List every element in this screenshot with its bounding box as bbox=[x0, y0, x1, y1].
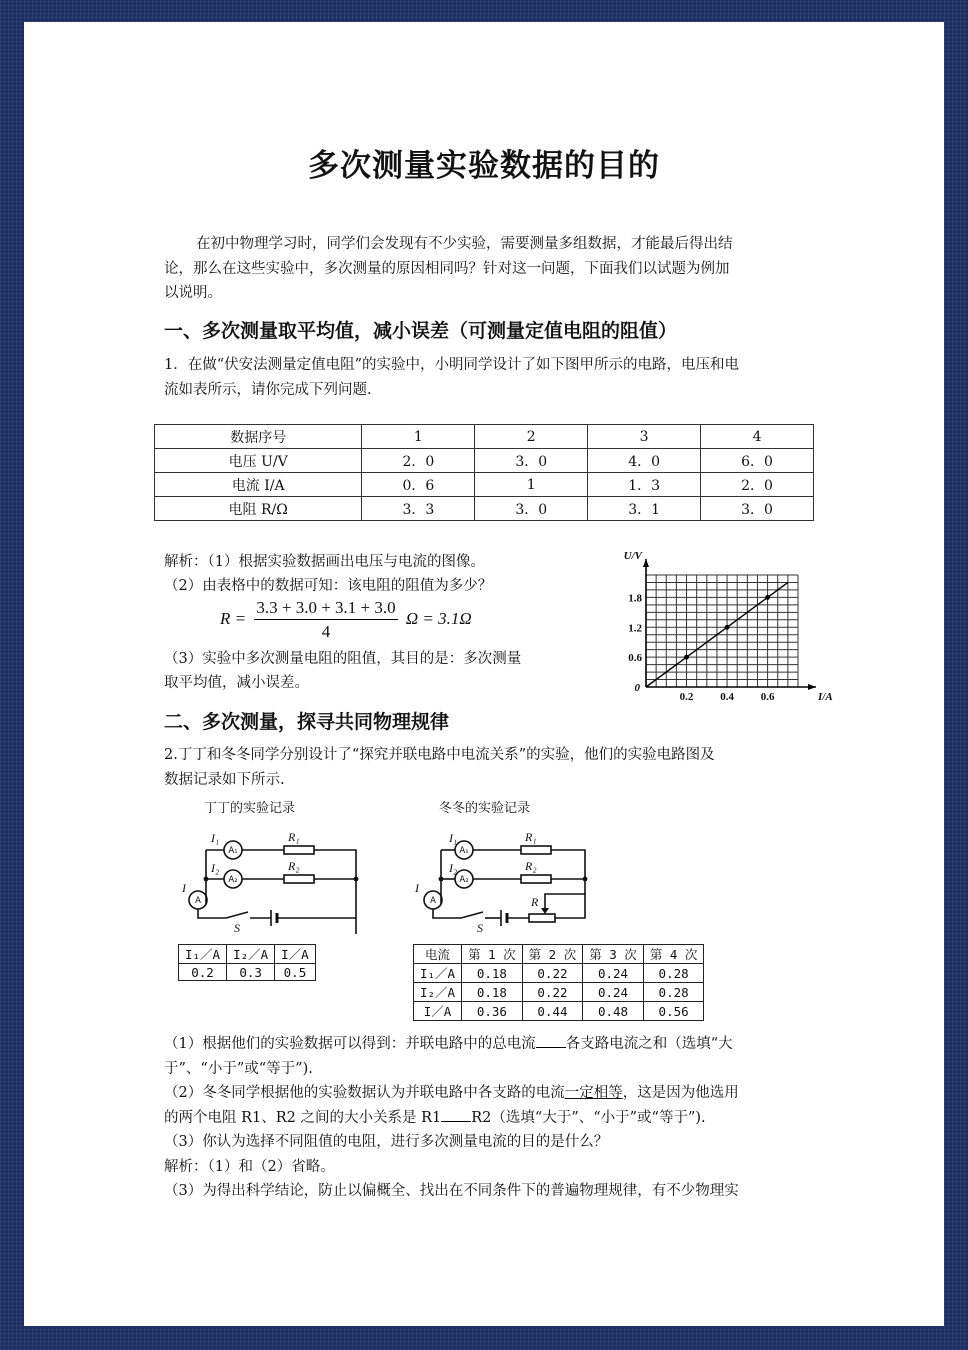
current-label-i1: I₁ bbox=[211, 831, 220, 845]
table-row bbox=[155, 497, 814, 521]
circuit-wire bbox=[314, 850, 356, 934]
table-cell: I₂／A bbox=[227, 945, 275, 964]
x-tick-label: 0.2 bbox=[679, 691, 694, 703]
ammeter-label-a1: A₁ bbox=[459, 846, 469, 856]
resistor-r1-icon bbox=[521, 846, 551, 854]
answer-line: 解析：（1）和（2）省略。 bbox=[164, 1158, 335, 1175]
table-cell: 0.24 bbox=[583, 983, 644, 1002]
table-cell: 0.28 bbox=[643, 964, 704, 983]
circuit-wire bbox=[571, 879, 585, 894]
answer-line: （3）为得出科学结论，防止以偏概全、找出在不同条件下的普遍物理规律，有不少物理实 bbox=[164, 1183, 739, 1199]
ammeter-label-a2: A₂ bbox=[228, 875, 238, 885]
ammeter-label-a: A bbox=[430, 896, 436, 906]
dongdong-circuit-diagram bbox=[409, 822, 609, 935]
table-cell: 3．0 bbox=[701, 497, 814, 521]
resistance-formula bbox=[220, 598, 472, 642]
table-cell: 第 2 次 bbox=[522, 945, 583, 964]
table-row bbox=[179, 964, 316, 981]
table-row bbox=[414, 1002, 704, 1021]
y-tick-label: 1.2 bbox=[628, 622, 642, 635]
answer-blank[interactable] bbox=[441, 1107, 471, 1122]
table-cell: 数据序号 bbox=[155, 425, 362, 449]
question-2-cont bbox=[164, 1106, 804, 1131]
question-1-cont: 于”、“小于”或“等于”). bbox=[164, 1060, 313, 1077]
question-1 bbox=[164, 1032, 804, 1057]
analysis-line: （2）由表格中的数据可知：该电阻的阻值为多少？ bbox=[164, 578, 493, 594]
circuit-wire bbox=[198, 909, 226, 918]
intro-line: 在初中物理学习时，同学们会发现有不少实验，需要测量多组数据，才能最后得出结 bbox=[196, 236, 733, 252]
conclusion-line: （3）实验中多次测量电阻的阻值，其目的是：多次测量 bbox=[164, 651, 522, 667]
circuit-junction bbox=[354, 877, 359, 882]
text-span: （1）根据他们的实验数据可以得到：并联电路中的总电流 bbox=[164, 1036, 536, 1052]
table-row bbox=[179, 945, 316, 964]
table-row bbox=[414, 983, 704, 1002]
data-point bbox=[684, 655, 689, 660]
rheostat-icon bbox=[529, 914, 555, 922]
circuit-wire bbox=[555, 894, 585, 918]
table-row bbox=[155, 425, 814, 449]
y-tick-label: 1.8 bbox=[628, 592, 642, 605]
current-label-i2: I₂ bbox=[449, 861, 458, 875]
formula-fraction bbox=[254, 598, 397, 642]
rheostat-label-r: R bbox=[531, 895, 539, 909]
resistor-label-r2: R₂ bbox=[525, 859, 537, 873]
section1-question bbox=[164, 353, 804, 402]
table-cell: 0.44 bbox=[522, 1002, 583, 1021]
table-cell: 1．3 bbox=[588, 473, 701, 497]
question-line: 2.丁丁和冬冬同学分别设计了“探究并联电路中电流关系”的实验，他们的实验电路图及 bbox=[164, 747, 715, 763]
intro-paragraph bbox=[164, 232, 804, 306]
resistor-label-r1: R₁ bbox=[288, 830, 300, 844]
table-row bbox=[414, 945, 704, 964]
origin-label: 0 bbox=[634, 682, 640, 694]
text-span: R2（选填“大于”、“小于”或“等于”). bbox=[471, 1109, 706, 1126]
circuit-junction bbox=[439, 877, 444, 882]
text-span: （2）冬冬同学根据他的实验数据认为并联电路中各支路的电流 bbox=[164, 1085, 565, 1101]
underlined-text: 一定相等 bbox=[564, 1085, 623, 1101]
table-cell: 电流 bbox=[414, 945, 462, 964]
table-cell: 1 bbox=[475, 473, 588, 497]
text-span: 的两个电阻 R1、R2 之间的大小关系是 R1 bbox=[164, 1109, 442, 1126]
document-page bbox=[24, 22, 944, 1326]
dingding-record-title: 丁丁的实验记录 bbox=[204, 801, 296, 816]
resistor-label-r2: R₂ bbox=[288, 859, 300, 873]
table-cell: 0.36 bbox=[462, 1002, 523, 1021]
table-cell: 0.48 bbox=[583, 1002, 644, 1021]
formula-lhs: R = bbox=[220, 608, 247, 628]
resistor-label-r1: R₁ bbox=[525, 830, 537, 844]
table-row bbox=[155, 449, 814, 473]
x-tick-label: 0.6 bbox=[760, 691, 775, 703]
answer-blank[interactable] bbox=[536, 1033, 566, 1048]
switch-label-s: S bbox=[234, 921, 240, 935]
current-label-i: I bbox=[415, 881, 419, 895]
data-point bbox=[765, 595, 770, 600]
circuit-junction bbox=[204, 877, 209, 882]
table-cell: 0.5 bbox=[275, 964, 316, 981]
table-cell: 0.22 bbox=[522, 964, 583, 983]
table-cell: I／A bbox=[414, 1002, 462, 1021]
table-cell: 4．0 bbox=[588, 449, 701, 473]
resistor-r1-icon bbox=[284, 846, 314, 854]
ammeter-label-a1: A₁ bbox=[228, 846, 238, 856]
intro-line: 以说明。 bbox=[164, 285, 222, 301]
switch-s-icon bbox=[461, 912, 483, 918]
dingding-circuit-diagram bbox=[176, 822, 366, 935]
y-axis-arrow-icon bbox=[643, 559, 649, 567]
text-span: ，这是因为他选用 bbox=[622, 1085, 739, 1101]
circuit-wire bbox=[551, 850, 585, 879]
formula-denominator: 4 bbox=[321, 622, 331, 641]
question-line: 数据记录如下所示. bbox=[164, 771, 285, 788]
resistance-data-table bbox=[154, 424, 814, 521]
rheostat-arrow-icon bbox=[541, 908, 549, 914]
current-label-i: I bbox=[182, 881, 186, 895]
data-point bbox=[725, 625, 730, 630]
table-cell: 4 bbox=[701, 425, 814, 449]
table-cell: 电阻 R/Ω bbox=[155, 497, 362, 521]
table-cell: 3 bbox=[588, 425, 701, 449]
resistor-r2-icon bbox=[284, 875, 314, 883]
table-cell: 第 3 次 bbox=[583, 945, 644, 964]
table-cell: 电压 U/V bbox=[155, 449, 362, 473]
current-label-i1: I₁ bbox=[449, 831, 458, 845]
table-cell: I₁／A bbox=[179, 945, 227, 964]
rheostat-slider bbox=[545, 894, 571, 912]
table-cell: 0.3 bbox=[227, 964, 275, 981]
current-label-i2: I₂ bbox=[211, 861, 220, 875]
dongdong-record-title: 冬冬的实验记录 bbox=[439, 801, 531, 816]
table-cell: 0.22 bbox=[522, 983, 583, 1002]
table-cell: 0.18 bbox=[462, 983, 523, 1002]
switch-label-s: S bbox=[477, 921, 483, 935]
table-cell: 2．0 bbox=[701, 473, 814, 497]
table-cell: 0.28 bbox=[643, 983, 704, 1002]
table-cell: 6．0 bbox=[701, 449, 814, 473]
table-cell: 0．6 bbox=[362, 473, 475, 497]
dongdong-data-table bbox=[413, 944, 704, 1021]
table-cell: 第 4 次 bbox=[643, 945, 704, 964]
table-cell: 0.56 bbox=[643, 1002, 704, 1021]
table-cell: 3．1 bbox=[588, 497, 701, 521]
table-cell: 1 bbox=[362, 425, 475, 449]
resistor-r2-icon bbox=[521, 875, 551, 883]
table-cell: I₁／A bbox=[414, 964, 462, 983]
table-cell: 0.2 bbox=[179, 964, 227, 981]
x-axis-label: I/A bbox=[818, 691, 833, 703]
intro-line: 论，那么在这些实验中，多次测量的原因相同吗？针对这一问题，下面我们以试题为例加 bbox=[164, 260, 730, 277]
table-cell: 3．3 bbox=[362, 497, 475, 521]
question-line: 流如表所示，请你完成下列问题. bbox=[164, 381, 372, 398]
switch-s-icon bbox=[226, 912, 248, 918]
table-cell: 3．0 bbox=[475, 449, 588, 473]
table-cell: I₂／A bbox=[414, 983, 462, 1002]
section1-heading: 一、多次测量取平均值，减小误差（可测量定值电阻的阻值） bbox=[164, 320, 678, 342]
table-cell: 0.24 bbox=[583, 964, 644, 983]
formula-numerator: 3.3 + 3.0 + 3.1 + 3.0 bbox=[254, 598, 397, 620]
ammeter-label-a2: A₂ bbox=[459, 875, 469, 885]
section2-questions bbox=[164, 1032, 804, 1204]
formula-rhs: Ω = 3.1Ω bbox=[405, 608, 472, 628]
dingding-data-table bbox=[178, 944, 316, 981]
text-span: 各支路电流之和（选填“大 bbox=[565, 1036, 733, 1052]
table-cell: 3．0 bbox=[475, 497, 588, 521]
conclusion-line: 取平均值，减小误差。 bbox=[164, 675, 309, 691]
question-line: 1．在做“伏安法测量定值电阻”的实验中，小明同学设计了如下图甲所示的电路，电压和电 bbox=[164, 357, 740, 373]
question-3: （3）你认为选择不同阻值的电阻，进行多次测量电流的目的是什么？ bbox=[164, 1134, 609, 1150]
table-row bbox=[414, 964, 704, 983]
x-axis-arrow-icon bbox=[808, 684, 816, 690]
question-2 bbox=[164, 1081, 804, 1106]
table-cell: 0.18 bbox=[462, 964, 523, 983]
table-cell: 2 bbox=[475, 425, 588, 449]
y-tick-label: 0.6 bbox=[628, 652, 642, 665]
voltage-current-chart bbox=[579, 550, 833, 707]
table-cell: 电流 I/A bbox=[155, 473, 362, 497]
table-cell: 第 1 次 bbox=[462, 945, 523, 964]
circuit-wire bbox=[433, 909, 461, 918]
section2-heading: 二、多次测量，探寻共同物理规律 bbox=[164, 711, 450, 733]
page-title: 多次测量实验数据的目的 bbox=[308, 148, 660, 184]
analysis-line: 解析：（1）根据实验数据画出电压与电流的图像。 bbox=[164, 554, 485, 570]
table-cell: 2．0 bbox=[362, 449, 475, 473]
table-cell: I／A bbox=[275, 945, 316, 964]
section2-question bbox=[164, 743, 804, 792]
table-row bbox=[155, 473, 814, 497]
y-axis-label: U/V bbox=[623, 550, 642, 562]
circuit-junction bbox=[583, 877, 588, 882]
x-tick-label: 0.4 bbox=[720, 691, 734, 703]
ammeter-label-a: A bbox=[195, 896, 201, 906]
